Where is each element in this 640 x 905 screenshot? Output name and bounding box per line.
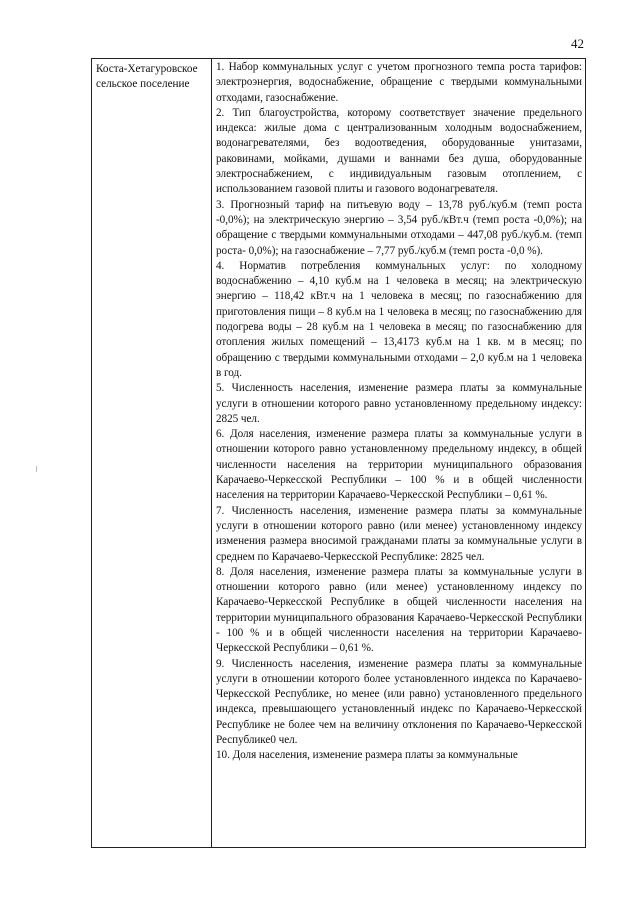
indicator-item-1: 1. Набор коммунальных услуг с учетом прогнозного темпа роста тарифов: электроэнергия, водоснабжение, обращение с твердыми коммунальными отходами, газоснабжение. <box>216 61 582 104</box>
indicator-item-4: 4. Норматив потребления коммунальных услуг: по холодному водоснабжению – 4,10 куб.м на 1 человека в месяц; на электрическую энергию – 118,42 кВт.ч на 1 человека в месяц; по газоснабжению для приготовления пищи – 8 куб.м на 1 человека в месяц; по газоснабжению для подогрева воды – 28 куб.м на 1 человека в месяц; по газоснабжению для отопления жилых помещений – 13,4173 куб.м на 1 кв. м в месяц; по обращению с твердыми коммунальными отходами – 2,0 куб.м на 1 человека в год. <box>216 259 582 379</box>
indicator-item-9: 9. Численность населения, изменение размера платы за коммунальные услуги в отношении которого более установленного индекса по Карачаево-Черкесской Республике, но менее (или равно) установленного предельного индекса, превышающего установленный индекс по Карачаево-Черкесской Республике не более чем на величину отклонения по Карачаево-Черкесской Республике0 чел. <box>216 657 582 747</box>
settlement-table <box>91 58 586 848</box>
indicator-item-7: 7. Численность населения, изменение размера платы за коммунальные услуги в отношении которого равно (или менее) установленному индексу изменения размера вносимой гражданами платы за коммунальные услуги в среднем по Карачаево-Черкесской Республике: 2825 чел. <box>216 504 582 563</box>
table-row <box>92 59 586 848</box>
settlement-name: Коста-Хетагуровское сельское поселение <box>96 63 198 90</box>
indicator-item-3: 3. Прогнозный тариф на питьевую воду – 13,78 руб./куб.м (темп роста -0,0%); на электрическую энергию – 3,54 руб./кВт.ч (темп роста -0,0%); на обращение с твердыми коммунальными отходами – 447,08 руб./куб.м. (темп роста- 0,0%); на газоснабжение – 7,77 руб./куб.м (темп роста -0,0 %). <box>216 198 582 257</box>
indicator-item-2: 2. Тип благоустройства, которому соответствует значение предельного индекса: жилые дома с централизованным холодным водоснабжением, водонагревателями, без водоотведения, оборудованные унитазами, раковинами, мойками, душами и ваннами без душа, оборудованные электроснабжением, с индивидуальным газовым отоплением, с использованием газовой плиты и газового водонагревателя. <box>216 106 582 196</box>
scan-mark <box>36 466 37 472</box>
indicator-item-6: 6. Доля населения, изменение размера платы за коммунальные услуги в отношении которого равно установленному предельному индексу, в общей численности населения на территории муниципального образования Карачаево-Черкесской Республики – 100 % и в общей численности населения на территории Карачаево-Черкесской Республики – 0,61 %. <box>216 428 582 502</box>
page-number: 42 <box>571 36 584 51</box>
indicator-item-10: 10. Доля населения, изменение размера платы за коммунальные <box>216 749 518 762</box>
indicators-cell <box>212 59 586 848</box>
indicator-list <box>212 59 585 764</box>
indicator-item-5: 5. Численность населения, изменение размера платы за коммунальные услуги в отношении которого равно установленному предельному индексу: 2825 чел. <box>216 382 582 425</box>
settlement-cell <box>92 59 212 848</box>
indicator-item-8: 8. Доля населения, изменение размера платы за коммунальные услуги в отношении которого равно (или менее) установленному индексу по Карачаево-Черкесской Республике в общей численности населения на территории муниципального образования Карачаево-Черкесской Республики - 100 % и в общей численности населения на территории Карачаево-Черкесской Республики – 0,61 %. <box>216 565 582 655</box>
